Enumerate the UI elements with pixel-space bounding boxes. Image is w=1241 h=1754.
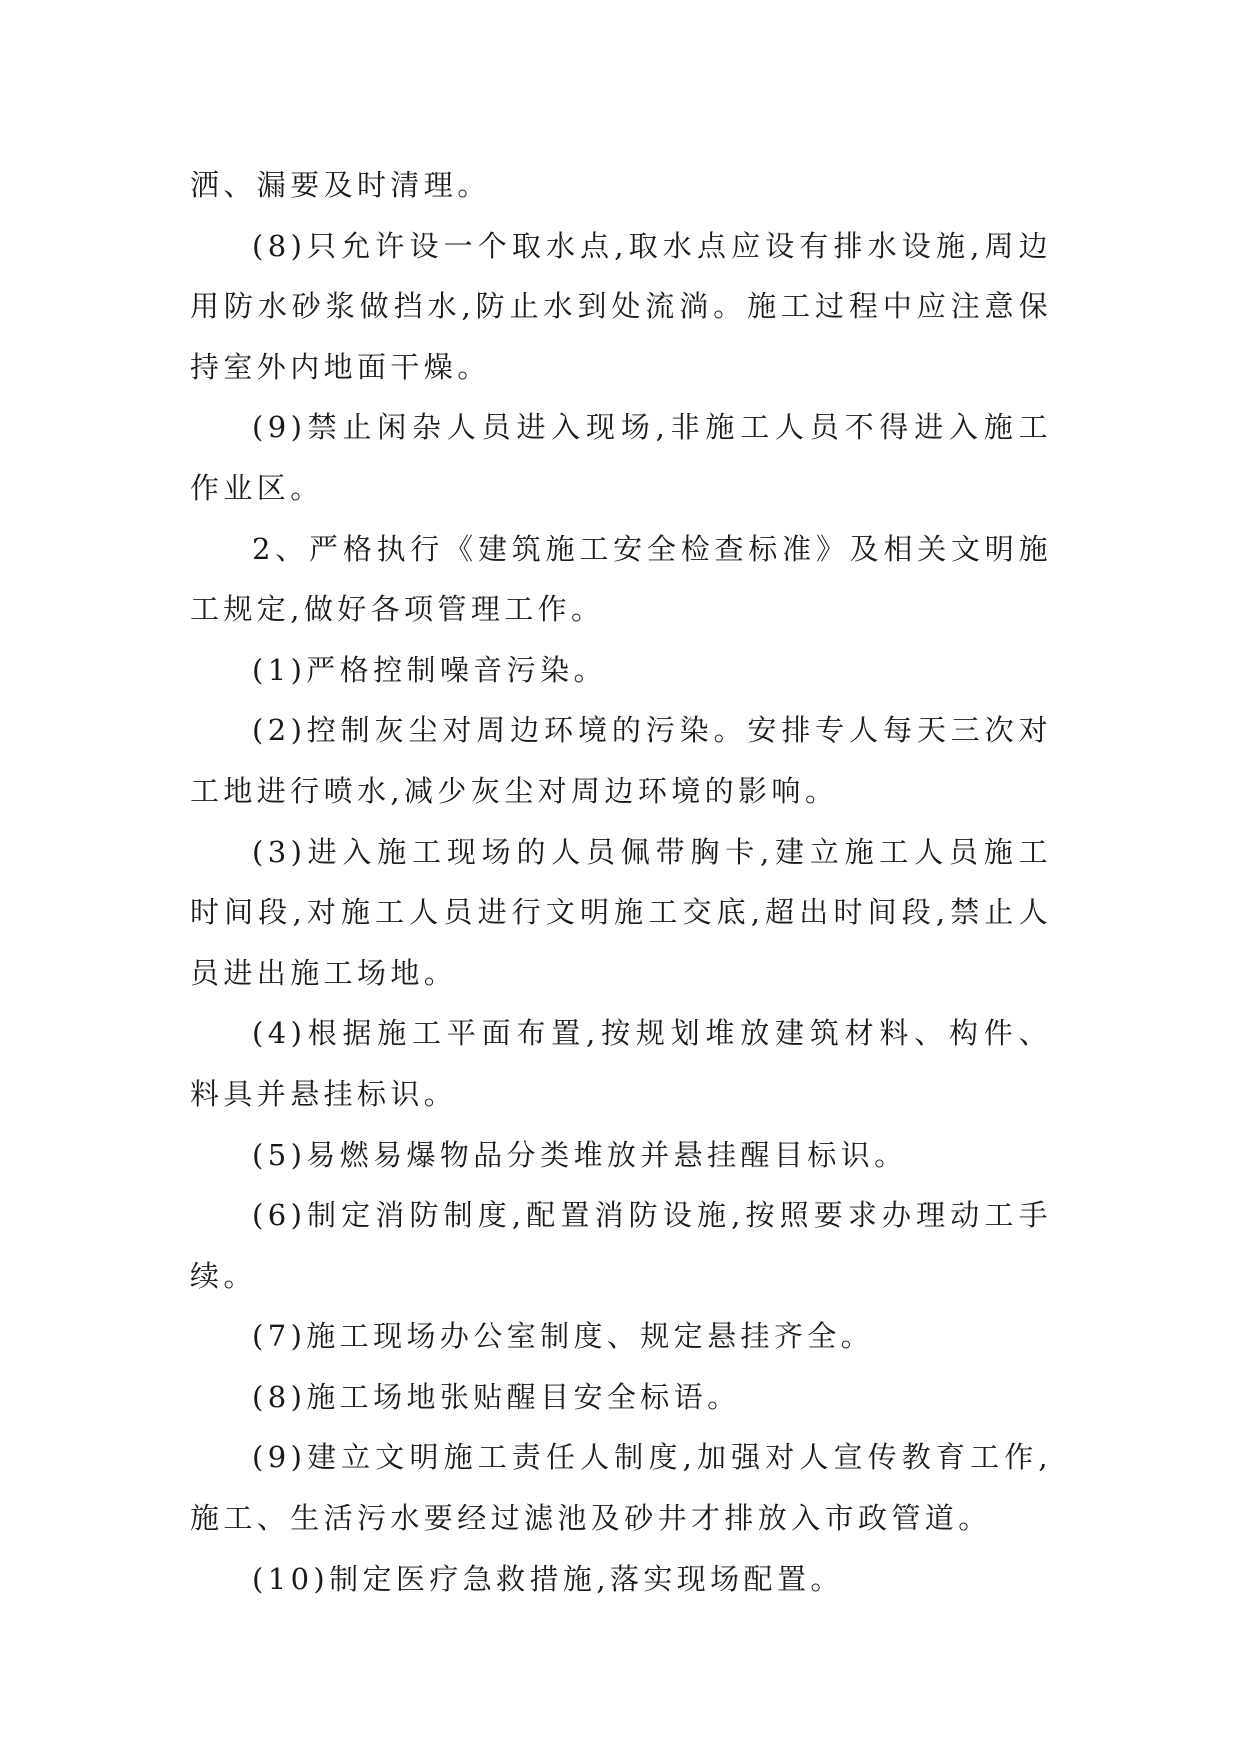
paragraph-item-5-flammables: (5)易燃易爆物品分类堆放并悬挂醒目标识。 bbox=[252, 1137, 908, 1172]
paragraph-item-7-office: (7)施工现场办公室制度、规定悬挂齐全。 bbox=[252, 1319, 875, 1354]
paragraph-section-2: 2、严格执行《建筑施工安全检查标准》及相关文明施工规定,做好各项管理工作。 bbox=[190, 531, 1052, 627]
paragraph-item-10-first-aid: (10)制定医疗急救措施,落实现场配置。 bbox=[252, 1561, 844, 1596]
paragraph-item-9-no-idle-personnel: (9)禁止闲杂人员进入现场,非施工人员不得进入施工作业区。 bbox=[190, 410, 1052, 505]
paragraph-item-8-slogans: (8)施工场地张贴醒目安全标语。 bbox=[252, 1379, 741, 1414]
paragraph-item-6-fire: (6)制定消防制度,配置消防设施,按照要求办理动工手续。 bbox=[190, 1198, 1052, 1293]
paragraph-item-3-badges: (3)进入施工现场的人员佩带胸卡,建立施工人员施工时间段,对施工人员进行文明施工交底,超出时间段,禁止人员进出施工场地。 bbox=[190, 834, 1052, 990]
paragraph-item-8-water-point: (8)只允许设一个取水点,取水点应设有排水设施,周边用防水砂浆做挡水,防止水到处流淌。施工过程中应注意保持室外内地面干燥。 bbox=[190, 228, 1052, 384]
paragraph-item-2-dust: (2)控制灰尘对周边环境的污染。安排专人每天三次对工地进行喷水,减少灰尘对周边环境的影响。 bbox=[190, 713, 1052, 808]
paragraph-item-1-noise: (1)严格控制噪音污染。 bbox=[252, 652, 607, 687]
paragraph-item-4-layout: (4)根据施工平面布置,按规划堆放建筑材料、构件、料具并悬挂标识。 bbox=[190, 1016, 1052, 1111]
paragraph-continuation: 洒、漏要及时清理。 bbox=[190, 168, 491, 202]
document-body bbox=[190, 155, 1052, 1609]
paragraph-item-9-responsibility: (9)建立文明施工责任人制度,加强对人宣传教育工作,施工、生活污水要经过滤池及砂井才排放入市政管道。 bbox=[190, 1440, 1052, 1536]
